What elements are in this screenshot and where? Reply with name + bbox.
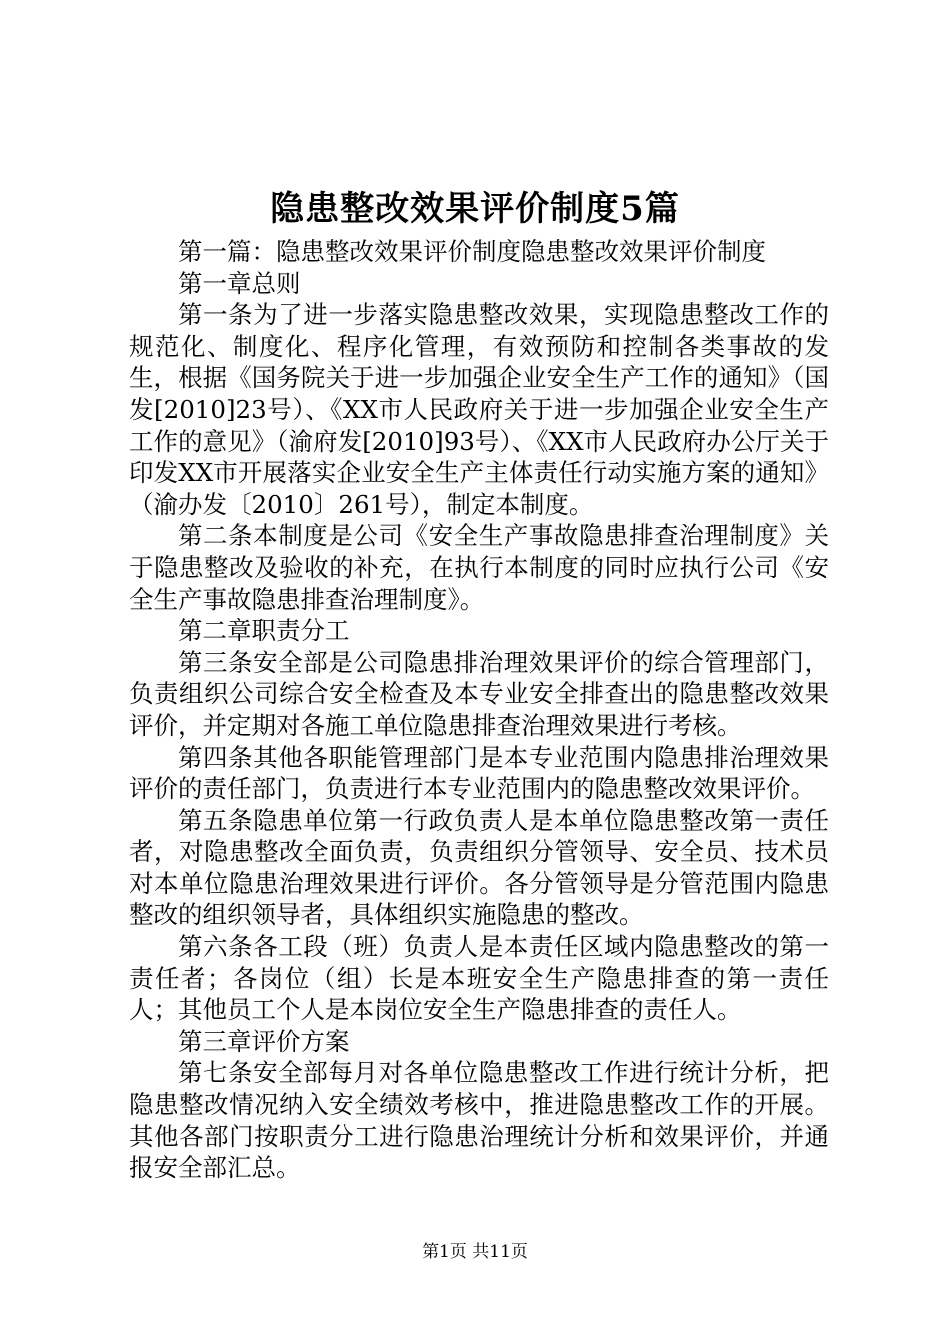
part-heading: 第一篇：隐患整改效果评价制度隐患整改效果评价制度	[178, 237, 766, 266]
article-paragraph: 第三条安全部是公司隐患排治理效果评价的综合管理部门，负责组织公司综合安全检查及本专业安全排查出的隐患整改效果评价，并定期对各施工单位隐患排查治理效果进行考核。	[129, 647, 829, 740]
page-number-footer: 第1页 共11页	[422, 1242, 528, 1262]
article-paragraph: 第四条其他各职能管理部门是本专业范围内隐患排治理效果评价的责任部门，负责进行本专业范围内的隐患整改效果评价。	[129, 742, 829, 804]
chapter-heading: 第二章职责分工	[178, 616, 350, 646]
document-title: 隐患整改效果评价制度5篇	[270, 189, 680, 229]
chapter-heading: 第一章总则	[178, 268, 301, 298]
article-paragraph: 第七条安全部每月对各单位隐患整改工作进行统计分析，把隐患整改情况纳入安全绩效考核中，推进隐患整改工作的开展。其他各部门按职责分工进行隐患治理统计分析和效果评价，并通报安全部汇总。	[129, 1058, 829, 1183]
article-paragraph: 第一条为了进一步落实隐患整改效果，实现隐患整改工作的规范化、制度化、程序化管理，有效预防和控制各类事故的发生，根据《国务院关于进一步加强企业安全生产工作的通知》（国发[2010]23号）、《XX市人民政府关于进一步加强企业安全生产工作的意见》（渝府发[2010]93号）、《XX市人民政府办公厅关于印发XX市开展落实企业安全生产主体责任行动实施方案的通知》（渝办发〔2010〕261号），制定本制度。	[129, 300, 829, 519]
article-paragraph: 第二条本制度是公司《安全生产事故隐患排查治理制度》关于隐患整改及验收的补充，在执行本制度的同时应执行公司《安全生产事故隐患排查治理制度》。	[129, 521, 829, 614]
chapter-heading: 第三章评价方案	[178, 1026, 350, 1056]
article-paragraph: 第五条隐患单位第一行政负责人是本单位隐患整改第一责任者，对隐患整改全面负责，负责组织分管领导、安全员、技术员对本单位隐患治理效果进行评价。各分管领导是分管范围内隐患整改的组织领导者，具体组织实施隐患的整改。	[129, 805, 829, 930]
document-body	[129, 236, 829, 1184]
article-paragraph: 第六条各工段（班）负责人是本责任区域内隐患整改的第一责任者；各岗位（组）长是本班安全生产隐患排查的第一责任人；其他员工个人是本岗位安全生产隐患排查的责任人。	[129, 932, 829, 1025]
